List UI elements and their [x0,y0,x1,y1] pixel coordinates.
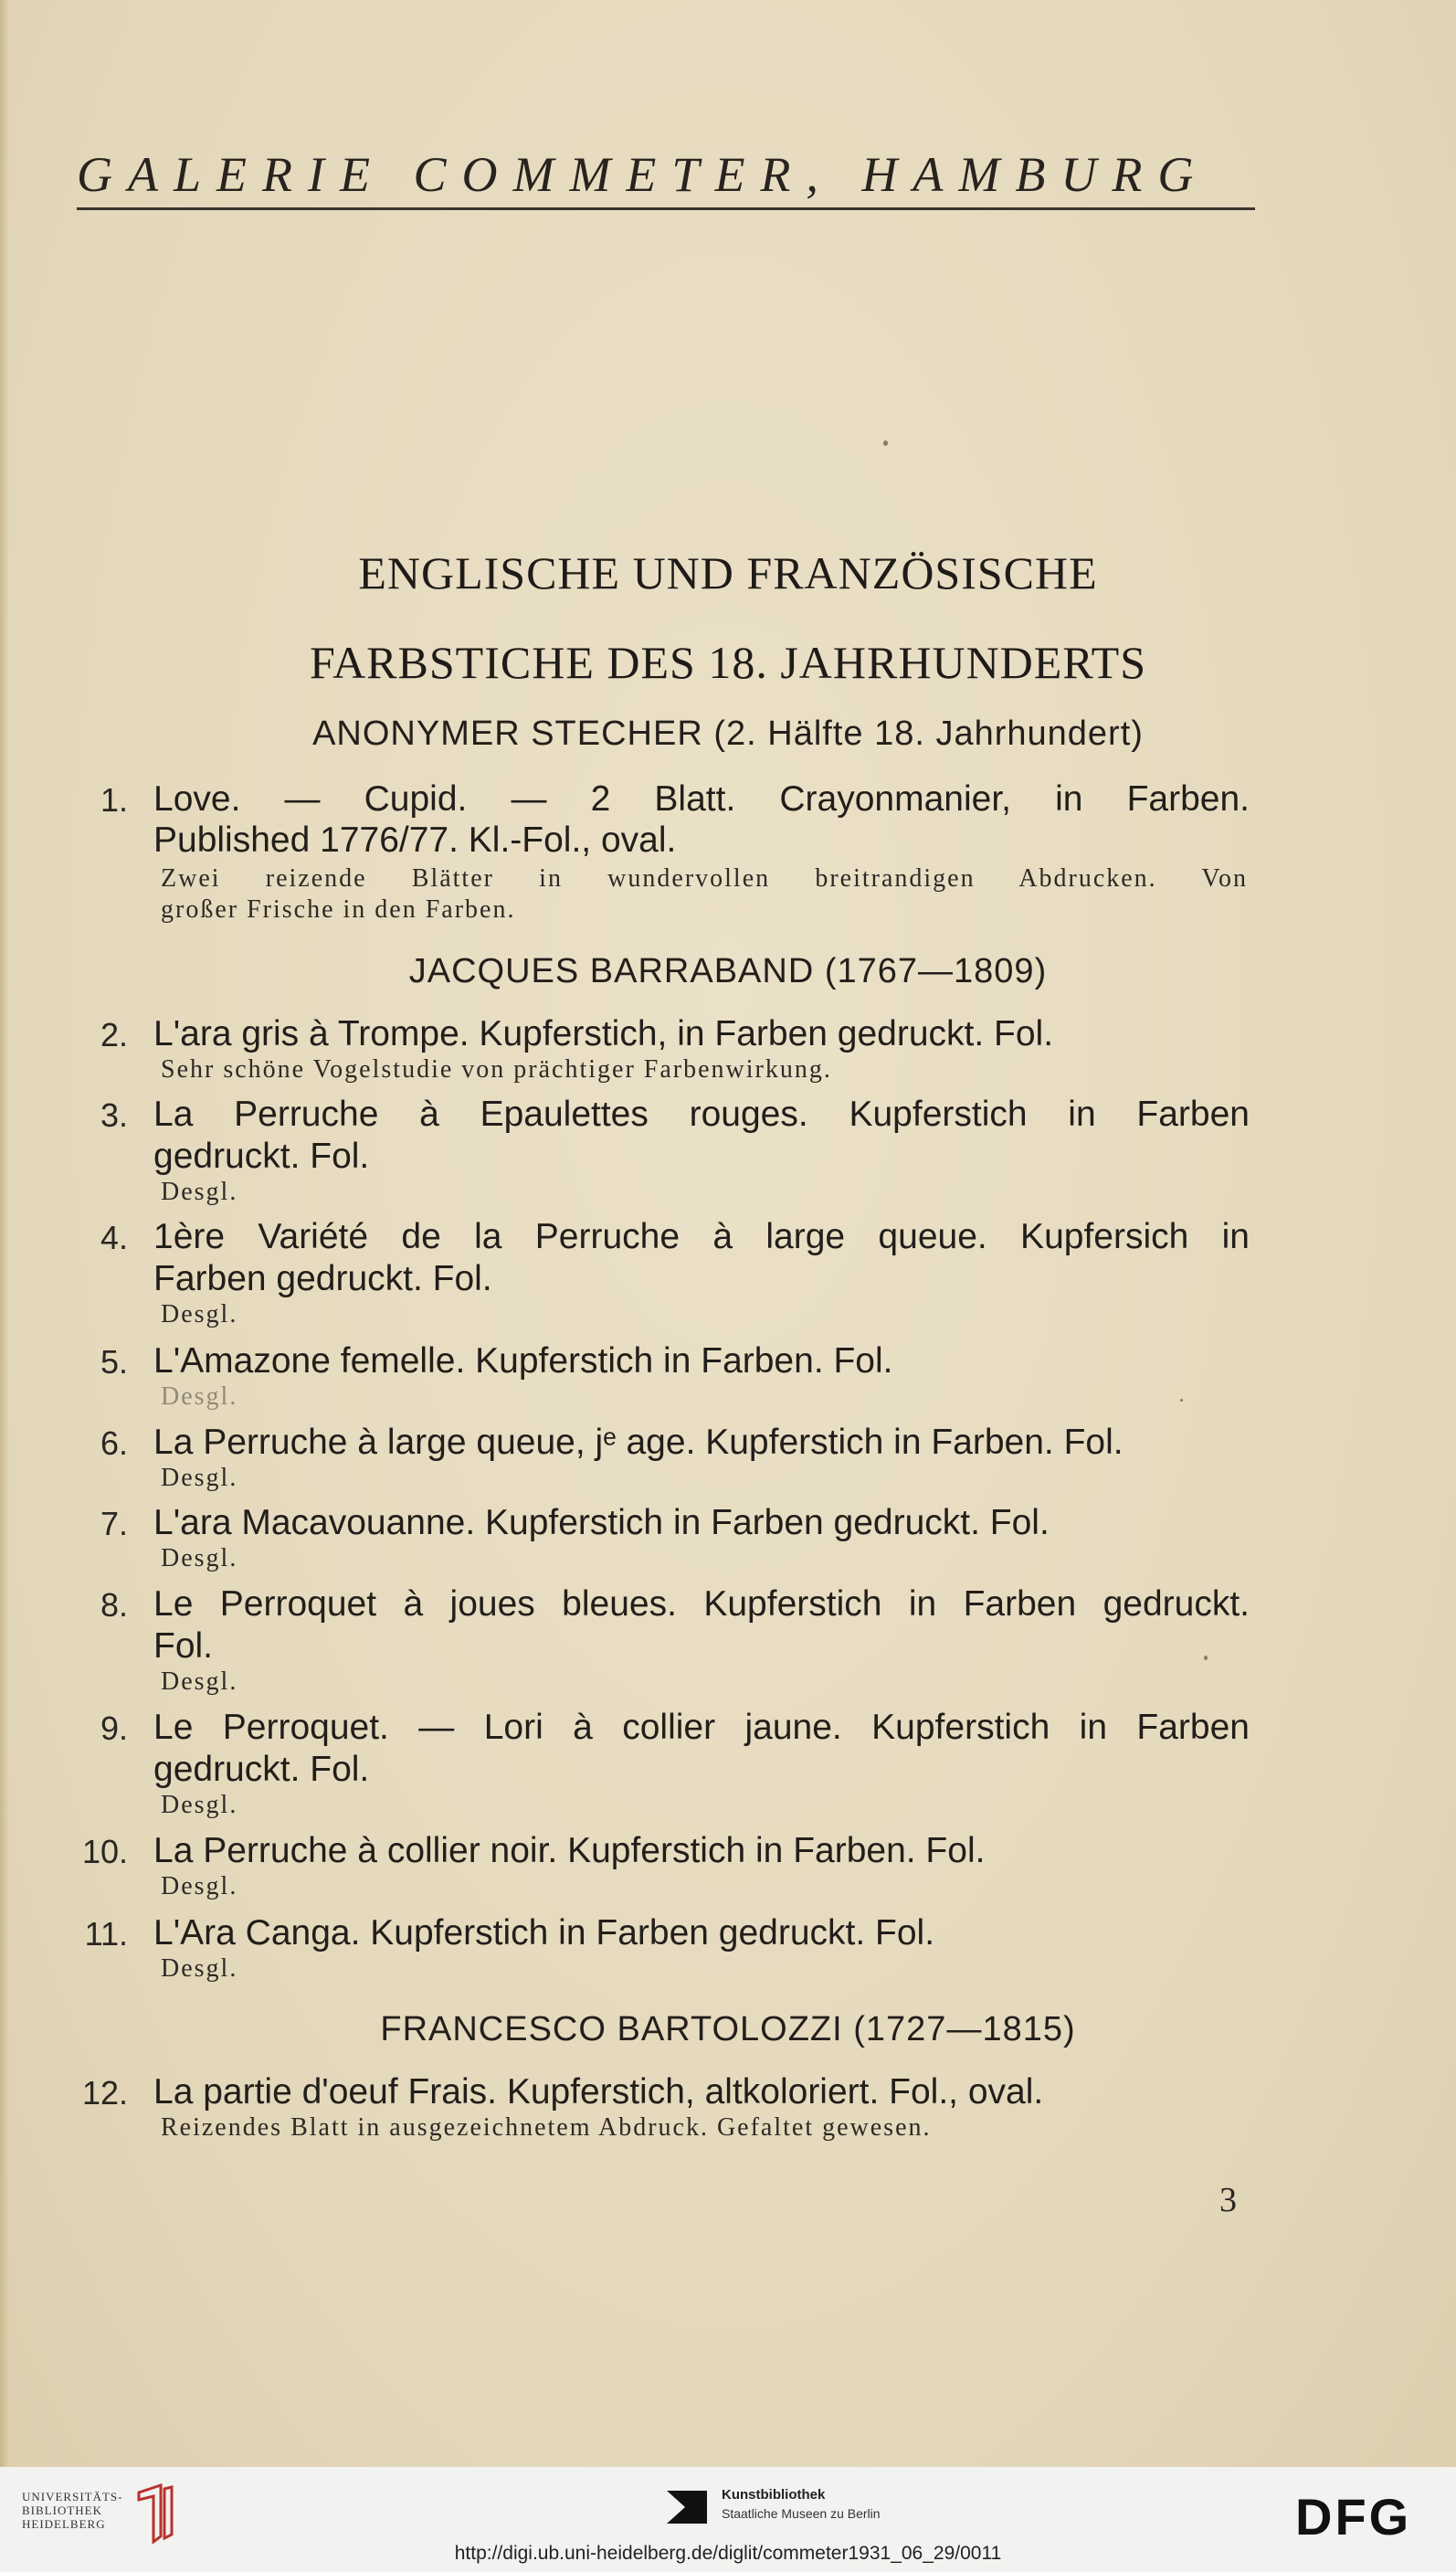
entry-title-continued: gedruckt. Fol. [153,1137,370,1176]
entry-title: L'Ara Canga. Kupferstich in Farben gedruckt. Fol. [153,1913,935,1953]
artist-heading: JACQUES BARRABAND (1767—1809) [408,952,1048,990]
kunstbibliothek-logo-icon [665,2487,711,2527]
heading-line-2: FARBSTICHE DES 18. JAHRHUNDERTS [309,637,1147,688]
entry-title: Le Perroquet à joues bleues. Kupferstich in Farben gedruckt. [153,1584,1250,1624]
page-edge-shadow [0,0,9,2467]
entry-title: L'ara gris à Trompe. Kupferstich, in Farben gedruckt. Fol. [153,1014,1054,1053]
header-title: GALERIE COMMETER, HAMBURG [77,147,1209,202]
entry-number: 3. [100,1096,128,1134]
entry-title-continued: Fol. [153,1626,214,1666]
entry-number: 5. [100,1343,128,1381]
entry-note: Desgl. [161,1464,238,1492]
entry-note: Desgl. [161,1544,238,1572]
entry-title: La partie d'oeuf Frais. Kupferstich, altkoloriert. Fol., oval. [153,2072,1044,2112]
entry-note: Desgl. [161,1791,238,1819]
page-number: 3 [1219,2181,1237,2219]
entry-title-continued: Published 1776/77. Kl.-Fol., oval. [153,820,677,860]
entry-number: 8. [100,1586,128,1624]
entry-title: L'Amazone femelle. Kupferstich in Farben. Fol. [153,1341,893,1381]
entry-note: Reizendes Blatt in ausgezeichnetem Abdruck. Gefaltet gewesen. [161,2113,932,2142]
entry-title: La Perruche à Epaulettes rouges. Kupferstich in Farben [153,1095,1250,1134]
entry-number: 1. [100,781,128,819]
entry-number: 7. [100,1505,128,1542]
university-logo-line: HEIDELBERG [22,2517,106,2531]
kunstbibliothek-label: Kunstbibliothek [722,2487,826,2503]
entry-title-continued: gedruckt. Fol. [153,1750,370,1789]
entry-note: Desgl. [161,1954,238,1983]
artist-heading: FRANCESCO BARTOLOZZI (1727—1815) [380,2010,1076,2048]
entry-number: 4. [100,1219,128,1256]
entry-note-continued: großer Frische in den Farben. [161,895,516,924]
entry-title: L'ara Macavouanne. Kupferstich in Farben gedruckt. Fol. [153,1503,1050,1542]
heading-line-1: ENGLISCHE UND FRANZÖSISCHE [358,547,1098,598]
artist-heading: ANONYMER STECHER (2. Hälfte 18. Jahrhundert) [312,714,1144,753]
entry-title: Le Perroquet. — Lori à collier jaune. Kupferstich in Farben [153,1708,1250,1747]
paper-speck [883,440,888,446]
entry-note: Zwei reizende Blätter in wundervollen breitrandigen Abdrucken. Von [161,864,1248,893]
entry-note: Desgl. [161,1178,238,1206]
entry-note: Desgl. [161,1382,238,1411]
entry-note: Sehr schöne Vogelstudie von prächtiger Farbenwirkung. [161,1055,832,1084]
entry-number: 2. [100,1016,128,1053]
entry-title: Love. — Cupid. — 2 Blatt. Crayonmanier, in Farben. [153,779,1250,819]
entry-title-continued: Farben gedruckt. Fol. [153,1259,492,1298]
dfg-logo[interactable]: DFG [1295,2488,1412,2546]
entry-number: 12. [81,2074,128,2112]
university-emblem-icon [133,2483,175,2544]
entry-title: La Perruche à collier noir. Kupferstich in Farben. Fol. [153,1831,986,1870]
entry-number: 6. [100,1424,128,1462]
entry-note: Desgl. [161,1872,238,1900]
entry-number: 9. [100,1709,128,1747]
entry-title: 1ère Variété de la Perruche à large queue. Kupfersich in [153,1217,1250,1256]
university-logo-line: BIBLIOTHEK [22,2503,102,2517]
university-logo-line: UNIVERSITÄTS- [22,2490,123,2503]
header-rule [77,207,1255,210]
entry-title: La Perruche à large queue, jᵉ age. Kupferstich in Farben. Fol. [153,1423,1124,1462]
entry-note: Desgl. [161,1300,238,1328]
entry-number: 10. [81,1833,128,1870]
entry-number: 11. [84,1915,128,1953]
museen-label: Staatliche Museen zu Berlin [722,2506,881,2521]
source-url-link[interactable]: http://digi.ub.uni-heidelberg.de/diglit/commeter1931_06_29/0011 [454,2543,1002,2564]
entry-note: Desgl. [161,1667,238,1696]
university-library-logo[interactable] [22,2490,132,2531]
